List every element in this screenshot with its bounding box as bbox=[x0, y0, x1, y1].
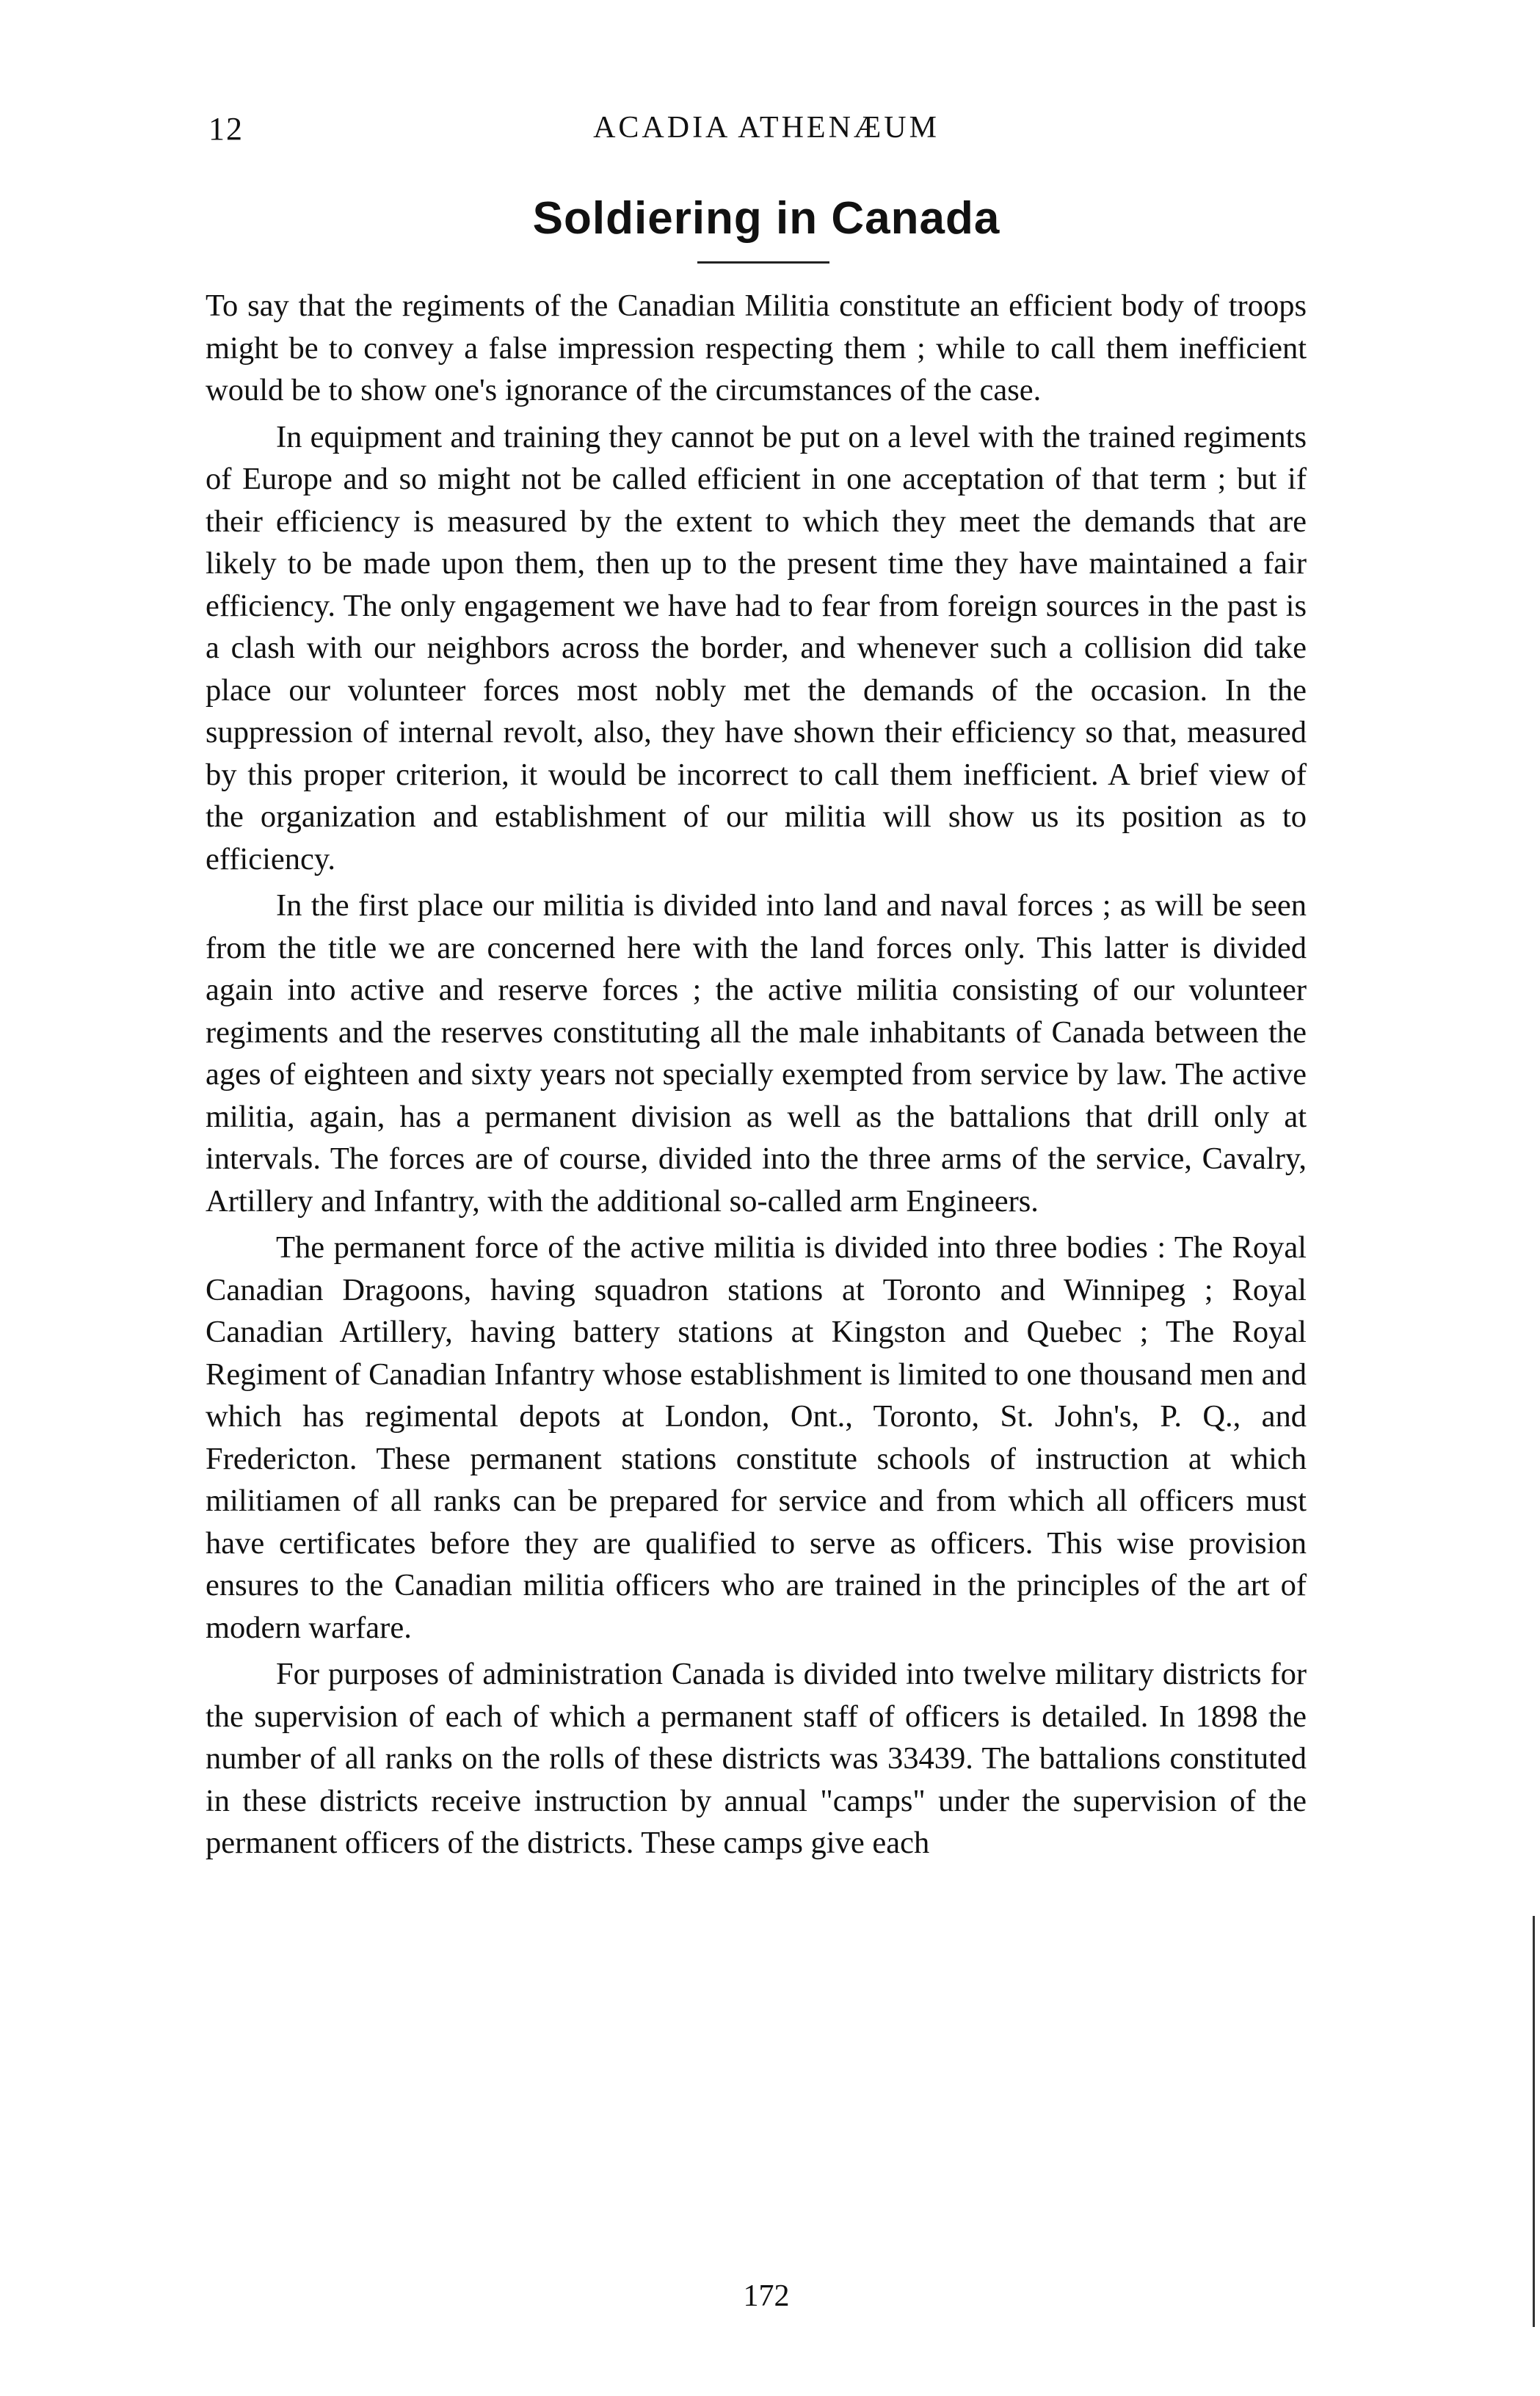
title-divider bbox=[697, 261, 829, 264]
paragraph-5: For purposes of administration Canada is divided into twelve military districts for the supervision of each of which a permanent staff of officers is detailed. In 1898 the number of all ranks on the rolls of these districts was 33439. The battalions constituted in these districts receive instruction by annual "camps" under the supervision of the permanent officers of the districts. These camps give each bbox=[206, 1657, 1307, 1860]
paragraph-1: To say that the regiments of the Canadian Militia constitute an efficient body of troops might be to convey a false impression respecting them ; while to call them inefficient would be to show one's ignorance of the circumstances of the case. bbox=[206, 288, 1307, 407]
article-body bbox=[206, 285, 1307, 1865]
folio-number: 172 bbox=[743, 2279, 790, 2313]
paragraph-4: The permanent force of the active militia is divided into three bodies : The Royal Canadian Dragoons, having squadron stations at Toronto and Winnipeg ; Royal Canadian Artillery, having battery stations at Kingston and Quebec ; The Royal Regiment of Canadian Infantry whose establishment is limited to one thousand men and which has regimental depots at London, Ont., Toronto, St. John's, P. Q., and Fredericton. These permanent stations constitute schools of instruction at which militiamen of all ranks can be prepared for service and from which all officers must have certificates before they are qualified to serve as officers. This wise provision ensures to the Canadian militia officers who are trained in the principles of the art of modern warfare. bbox=[206, 1230, 1307, 1645]
article-title: Soldiering in Canada bbox=[532, 193, 1000, 244]
running-head bbox=[208, 110, 1324, 154]
page-number: 12 bbox=[208, 111, 244, 147]
journal-title: ACADIA ATHENÆUM bbox=[593, 111, 940, 145]
paragraph-3: In the first place our militia is divided into land and naval forces ; as will be seen from the title we are concerned here with the land forces only. This latter is divided again into active and reserve forces ; the active militia consisting of our volunteer regiments and the reserves constituting all the male inhabitants of Canada between the ages of eighteen and sixty years not specially exempted from service by law. The active militia, again, has a permanent division as well as the battalions that drill only at intervals. The forces are of course, divided into the three arms of the service, Cavalry, Artillery and Infantry, with the additional so-called arm Engineers. bbox=[206, 888, 1307, 1219]
scan-margin-line bbox=[1533, 1916, 1535, 2327]
paragraph-2: In equipment and training they cannot be put on a level with the trained regiments of Europe and so might not be called efficient in one acceptation of that term ; but if their efficiency is measured by the extent to which they meet the demands that are likely to be made upon them, then up to the present time they have maintained a fair efficiency. The only engagement we have had to fear from foreign sources in the past is a clash with our neighbors across the border, and whenever such a collision did take place our volunteer forces most nobly met the demands of the occasion. In the suppression of internal revolt, also, they have shown their efficiency so that, measured by this proper criterion, it would be incorrect to call them inefficient. A brief view of the organization and establishment of our militia will show us its position as to efficiency. bbox=[206, 419, 1307, 876]
